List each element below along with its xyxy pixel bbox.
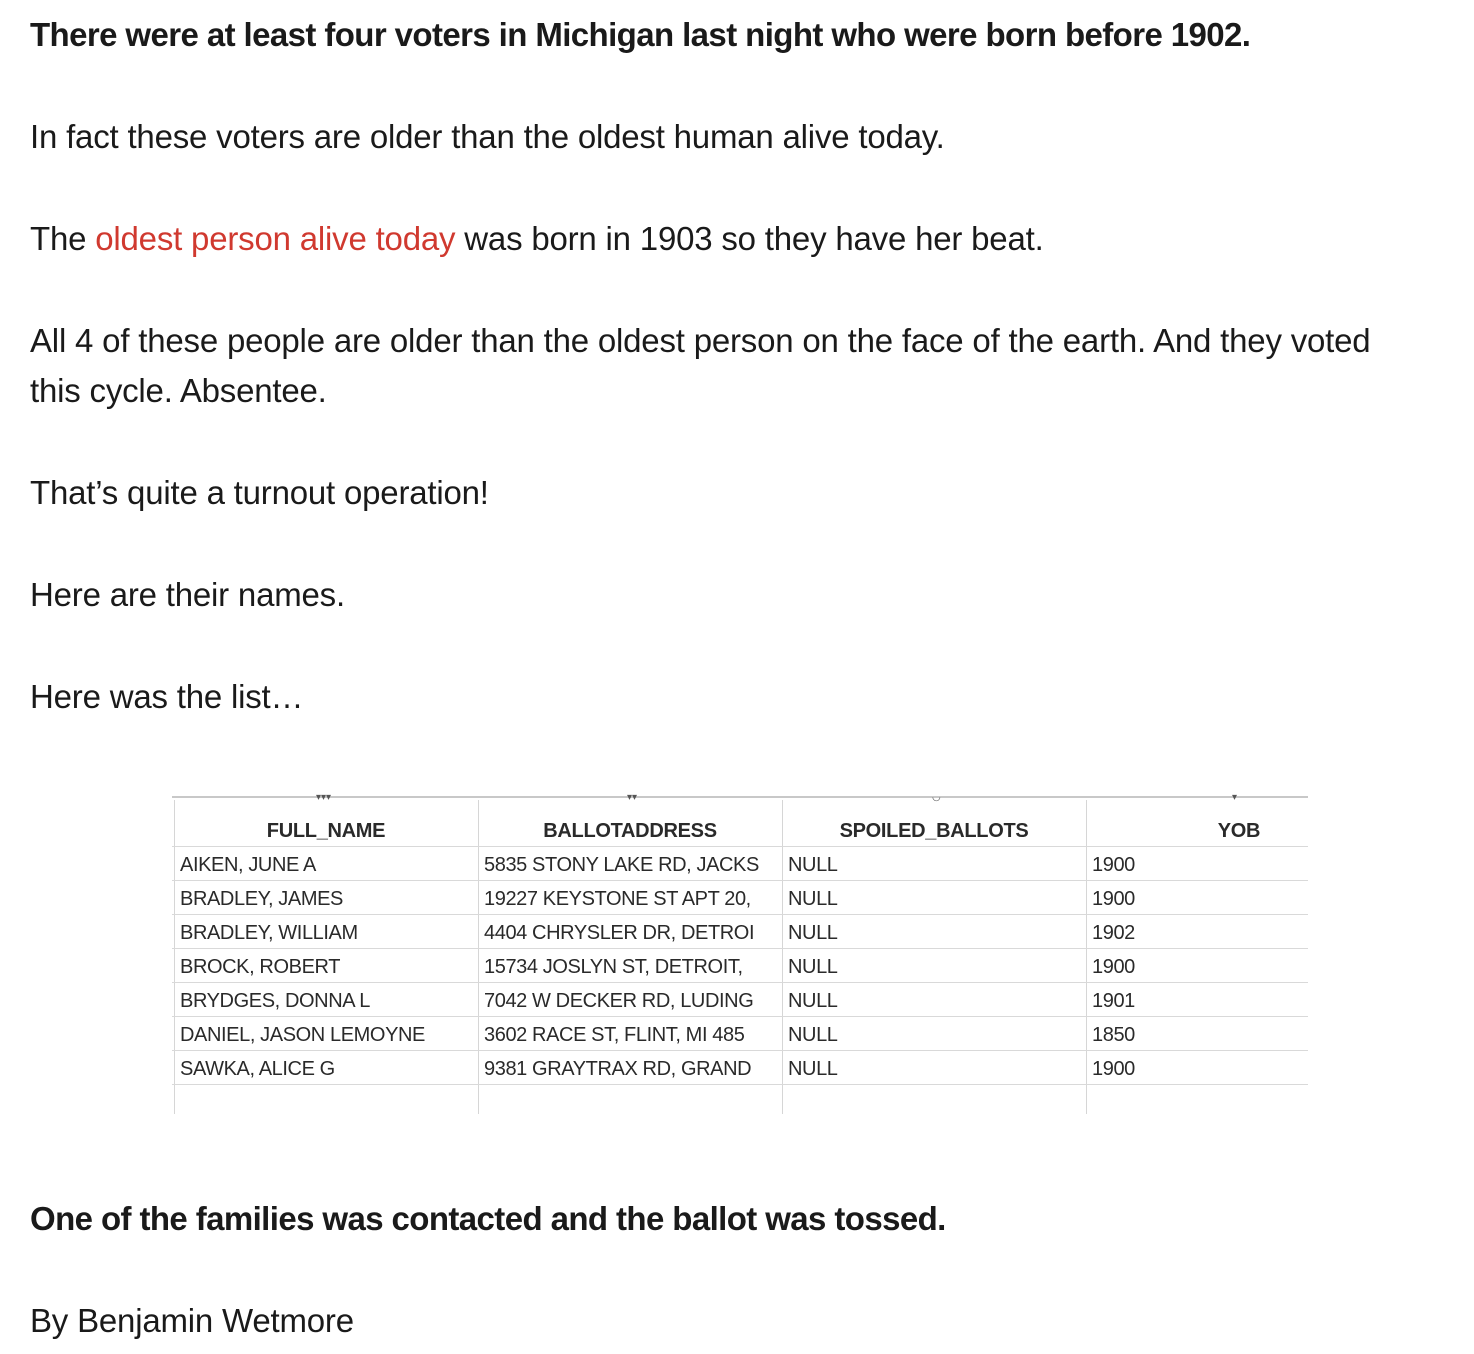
cell-ballot-address: 9381 GRAYTRAX RD, GRAND bbox=[484, 1058, 752, 1080]
paragraph-turnout: That’s quite a turnout operation! bbox=[30, 474, 489, 511]
filter-mark: ▾ bbox=[1232, 792, 1238, 803]
paragraph-names: Here are their names. bbox=[30, 576, 345, 613]
paragraph-list-intro: Here was the list… bbox=[30, 678, 304, 715]
filter-mark: ▾▾ bbox=[627, 792, 638, 803]
cell-spoiled-ballots: NULL bbox=[788, 854, 838, 876]
cell-yob: 1850 bbox=[1092, 1024, 1135, 1046]
cell-spoiled-ballots: NULL bbox=[788, 922, 838, 944]
cell-full-name: BROCK, ROBERT bbox=[180, 956, 341, 978]
cell-spoiled-ballots: NULL bbox=[788, 990, 838, 1012]
paragraph-older-than-oldest: In fact these voters are older than the oldest human alive today. bbox=[30, 118, 945, 155]
voter-list-spreadsheet bbox=[172, 792, 1308, 1114]
row-divider bbox=[172, 846, 1308, 847]
cell-ballot-address: 3602 RACE ST, FLINT, MI 485 bbox=[484, 1024, 745, 1046]
cell-full-name: BRADLEY, JAMES bbox=[180, 888, 343, 910]
paragraph-text: The bbox=[30, 220, 96, 257]
cell-ballot-address: 7042 W DECKER RD, LUDING bbox=[484, 990, 754, 1012]
cell-full-name: AIKEN, JUNE A bbox=[180, 854, 316, 876]
sheet-top-border bbox=[172, 796, 1308, 816]
cell-yob: 1901 bbox=[1092, 990, 1135, 1012]
closing-statement: One of the families was contacted and the ballot was tossed. bbox=[30, 1200, 946, 1237]
cell-yob: 1900 bbox=[1092, 888, 1135, 910]
cell-full-name: DANIEL, JASON LEMOYNE bbox=[180, 1024, 425, 1046]
cell-spoiled-ballots: NULL bbox=[788, 1058, 838, 1080]
header-ballot-address: BALLOTADDRESS bbox=[543, 820, 717, 842]
filter-mark: ◡ bbox=[932, 792, 941, 803]
cell-yob: 1900 bbox=[1092, 956, 1135, 978]
cell-yob: 1900 bbox=[1092, 1058, 1135, 1080]
paragraph-born-1903 bbox=[30, 214, 1044, 264]
column-divider bbox=[782, 800, 783, 1114]
paragraph-text: was born in 1903 so they have her beat. bbox=[455, 220, 1044, 257]
cell-yob: 1902 bbox=[1092, 922, 1135, 944]
byline: By Benjamin Wetmore bbox=[30, 1302, 354, 1339]
column-divider bbox=[1086, 800, 1087, 1114]
cell-ballot-address: 4404 CHRYSLER DR, DETROI bbox=[484, 922, 755, 944]
header-yob: YOB bbox=[1217, 820, 1261, 842]
column-divider bbox=[478, 800, 479, 1114]
header-full-name: FULL_NAME bbox=[266, 820, 386, 842]
cell-full-name: BRYDGES, DONNA L bbox=[180, 990, 370, 1012]
cell-spoiled-ballots: NULL bbox=[788, 956, 838, 978]
cell-spoiled-ballots: NULL bbox=[788, 888, 838, 910]
header-spoiled-ballots: SPOILED_BALLOTS bbox=[839, 820, 1029, 842]
paragraph-all-four: All 4 of these people are older than the oldest person on the face of the earth. And they voted this cycle. Absentee. bbox=[30, 322, 1371, 409]
headline: There were at least four voters in Michigan last night who were born before 1902. bbox=[30, 16, 1251, 53]
cell-ballot-address: 19227 KEYSTONE ST APT 20, bbox=[484, 888, 751, 910]
oldest-person-link[interactable]: oldest person alive today bbox=[95, 220, 456, 257]
column-divider bbox=[174, 800, 175, 1114]
cell-spoiled-ballots: NULL bbox=[788, 1024, 838, 1046]
cell-full-name: SAWKA, ALICE G bbox=[180, 1058, 335, 1080]
cell-yob: 1900 bbox=[1092, 854, 1135, 876]
cell-full-name: BRADLEY, WILLIAM bbox=[180, 922, 358, 944]
filter-mark: ▾▾▾ bbox=[316, 792, 332, 803]
cell-ballot-address: 5835 STONY LAKE RD, JACKS bbox=[484, 854, 759, 876]
cell-ballot-address: 15734 JOSLYN ST, DETROIT, bbox=[484, 956, 743, 978]
